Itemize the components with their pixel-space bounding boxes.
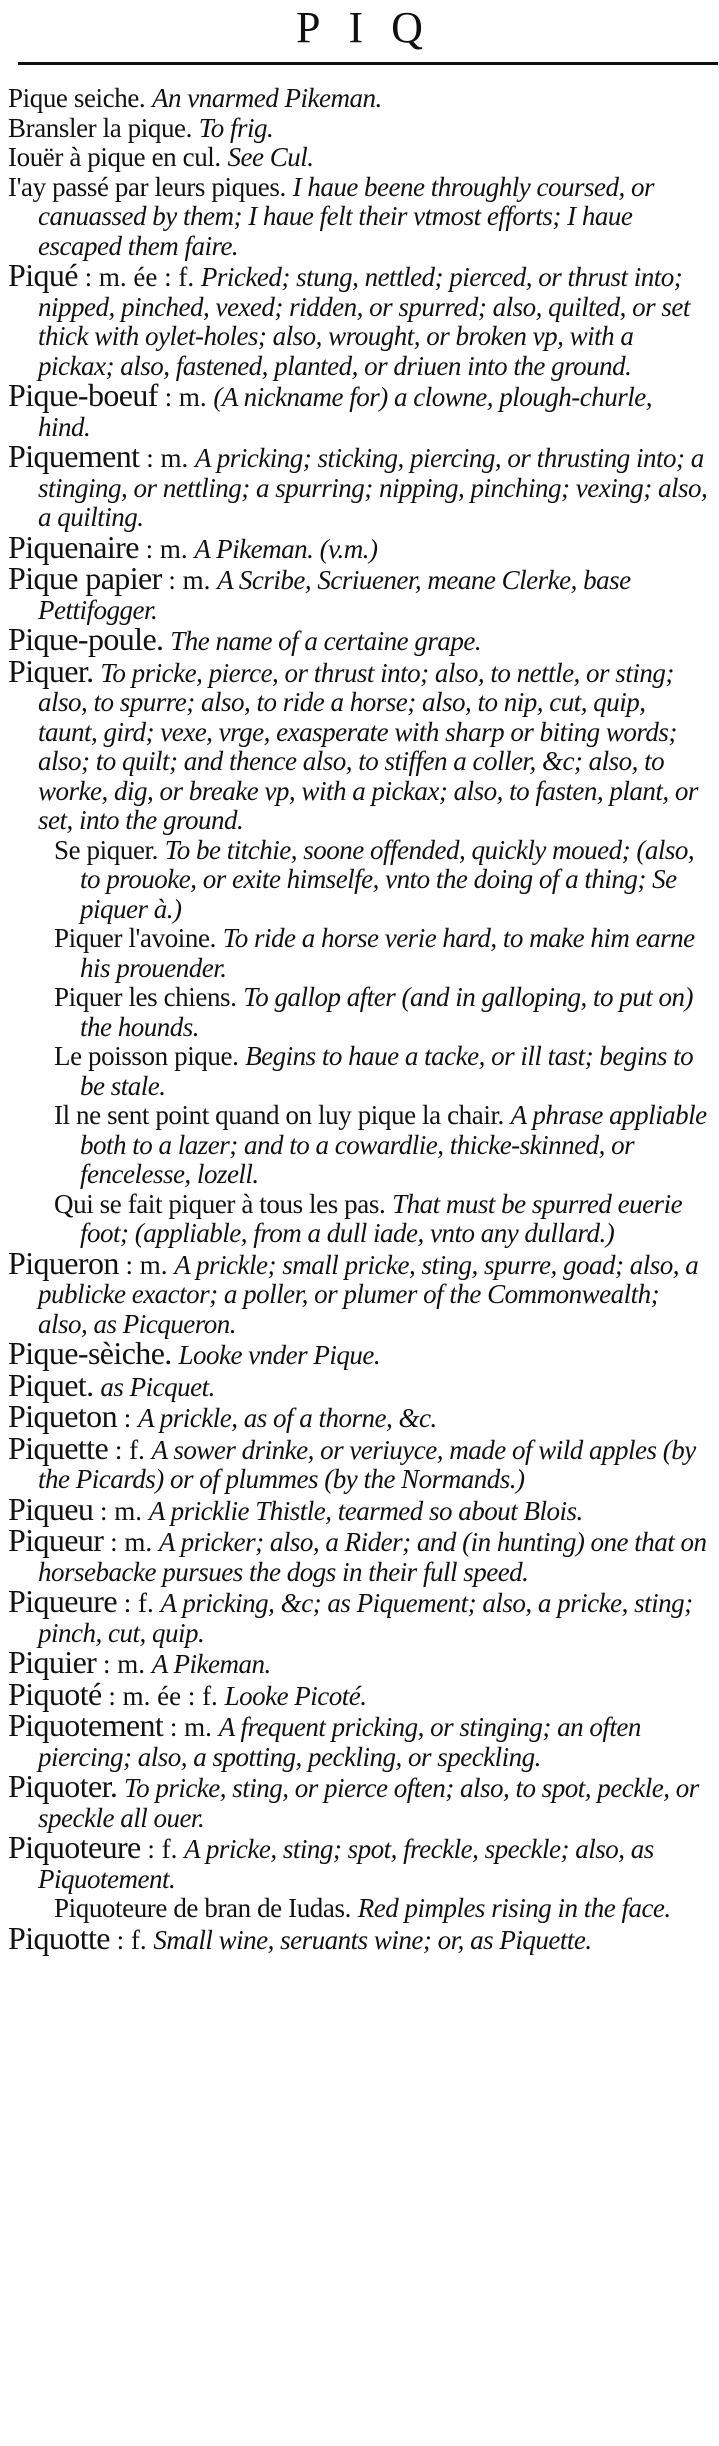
entry-headword: Bransler la pique. <box>8 112 192 143</box>
entry-headword: Iouër à pique en cul. <box>8 142 221 172</box>
entry-definition: A frequent pricking, or stinging; an often piercing; also, a spotting, peckling, or speckling. <box>38 1712 641 1772</box>
entry-definition: A prickle; small pricke, sting, spurre, goad; also, a publicke exactor; a poller, or plumer of the Commonwealth; also, as Picqueron. <box>38 1249 699 1339</box>
entry-definition: To pricke, pierce, or thrust into; also, to nettle, or sting; also, to spurre; also, to ride a horse; also, to nip, cut, quip, taunt, gird; vexe, vrge, exasperate with sharp or biting words; also; to quilt; and thence also, to stiffen a coller, &c; also, to worke, dig, or breake vp, with a pickax; also, to fasten, plant, or set, into the ground. <box>38 657 698 835</box>
entry-grammar: : f. <box>114 1434 145 1465</box>
entry-headword: Piquoté <box>8 1675 102 1712</box>
entry-headword: Pique-poule. <box>8 621 164 657</box>
entry-grammar: : m. <box>103 1649 146 1679</box>
entry-headword: Pique seiche. <box>8 83 146 113</box>
entry-headword: Piquoteure de bran de Iudas. <box>54 1893 351 1923</box>
entry-definition: Begins to haue a tacke, or ill tast; begins to be stale. <box>80 1041 694 1101</box>
entry-headword: Piqueton <box>8 1398 117 1434</box>
entry-definition: That must be spurred euerie foot; (appliable, from a dull iade, vnto any dullard.) <box>80 1188 683 1248</box>
entry-headword: Piquer l'avoine. <box>54 923 216 953</box>
entry-headword: Pique-boeuf <box>8 377 158 413</box>
entry-definition: A prickle, as of a thorne, &c. <box>138 1403 437 1433</box>
dictionary-entry <box>0 1244 710 1340</box>
entry-definition: as Picquet. <box>100 1371 215 1402</box>
dictionary-entry <box>0 924 714 983</box>
dictionary-entry <box>0 377 710 442</box>
dictionary-entry <box>0 1190 714 1249</box>
dictionary-entry <box>0 257 710 381</box>
entry-headword: Qui se fait piquer à tous les pas. <box>54 1188 386 1219</box>
entry-grammar: : f. <box>116 1924 147 1955</box>
dictionary-entry <box>0 560 710 625</box>
entry-grammar: : m. <box>100 1495 143 1526</box>
entry-grammar: : m. <box>145 533 188 564</box>
dictionary-entry <box>0 983 714 1042</box>
entry-definition: To gallop after (and in galloping, to put on) the hounds. <box>80 982 694 1042</box>
entry-definition: A pricke, sting; spot, freckle, speckle; also, as Piquotement. <box>38 1834 654 1894</box>
dictionary-entry <box>0 1583 710 1648</box>
entry-grammar: : f. <box>123 1588 154 1618</box>
entry-definition: A pricking; sticking, piercing, or thrusting into; a stinging, or nettling; a spurring; nipping, pinching; vexing; also, a quilting. <box>38 443 708 532</box>
dictionary-entry <box>0 1707 710 1772</box>
entry-headword: Piquier <box>8 1644 97 1680</box>
entry-grammar: : m. <box>168 565 211 595</box>
dictionary-entry <box>0 1829 710 1894</box>
entry-grammar: : f. <box>147 1834 178 1864</box>
entry-headword: Piquenaire <box>8 528 139 565</box>
entry-headword: Piqué <box>8 257 78 293</box>
dictionary-entry <box>0 1490 710 1527</box>
entries-column <box>0 84 719 2444</box>
entry-headword: Piqueur <box>8 1522 104 1558</box>
dictionary-entry <box>0 143 710 173</box>
dictionary-entry <box>0 1101 714 1190</box>
entry-definition: A Pikeman. (v.m.) <box>194 533 378 564</box>
entry-definition: A phrase appliable both to a lazer; and to a cowardlie, thicke-skinned, or fencelesse, lozell. <box>80 1100 707 1189</box>
entry-definition: To ride a horse verie hard, to make him earne his prouender. <box>80 923 695 983</box>
entry-definition: I haue beene throughly coursed, or canuassed by them; I haue felt their vtmost efforts; I haue escaped them faire. <box>38 171 654 261</box>
dictionary-entry <box>0 1919 710 1956</box>
entry-definition: Pricked; stung, nettled; pierced, or thrust into; nipped, pinched, vexed; ridden, or spurred; also, quilted, or set thick with oylet-holes; also, wrought, or broken vp, with a pickax; also, fastened, planted, or driuen into the ground. <box>38 262 690 381</box>
dictionary-entry <box>0 1644 710 1680</box>
entry-headword: Pique papier <box>8 560 162 596</box>
entry-definition: A pricking, &c; as Piquement; also, a pricke, sting; pinch, cut, quip. <box>38 1588 693 1648</box>
entry-definition: Small wine, seruants wine; or, as Piquette. <box>153 1924 592 1955</box>
dictionary-entry <box>0 1335 710 1371</box>
dictionary-entry <box>0 84 710 114</box>
entry-grammar: : m. ée : f. <box>84 262 195 292</box>
dictionary-entry <box>0 621 710 657</box>
dictionary-entry <box>0 114 710 144</box>
entry-definition: To pricke, sting, or pierce often; also, to spot, peckle, or speckle all ouer. <box>38 1773 699 1833</box>
entry-definition: A pricker; also, a Rider; and (in hunting) one that on horsebacke pursues the dogs in their full speed. <box>38 1527 707 1587</box>
entry-headword: Piquoteure <box>8 1829 141 1865</box>
entry-definition: A Pikeman. <box>151 1649 271 1679</box>
entry-headword: Piqueure <box>8 1583 117 1619</box>
header-rule <box>18 62 718 65</box>
dictionary-entry <box>0 836 714 925</box>
entry-grammar: : m. <box>110 1527 153 1557</box>
entry-headword: Piquet. <box>8 1366 94 1403</box>
entry-definition: Looke Picoté. <box>224 1680 367 1711</box>
entry-headword: Piqueron <box>8 1244 119 1281</box>
entry-grammar: : m. <box>125 1249 168 1280</box>
page-header-title: PIQ <box>296 3 451 52</box>
dictionary-entry <box>0 1522 710 1587</box>
entry-headword: Piquer les chiens. <box>54 982 237 1012</box>
entry-grammar: : m. <box>169 1712 212 1742</box>
entry-grammar: : m. <box>146 443 189 473</box>
entry-definition: To frig. <box>198 112 274 143</box>
entry-grammar: : <box>123 1403 132 1433</box>
entry-definition: A pricklie Thistle, tearmed so about Blois. <box>148 1495 583 1526</box>
entry-definition: The name of a certaine grape. <box>170 626 482 656</box>
entry-headword: Se piquer. <box>54 834 158 865</box>
entry-headword: Piquer. <box>8 652 94 689</box>
entry-headword: Piquotte <box>8 1919 110 1956</box>
entry-headword: Pique-sèiche. <box>8 1335 172 1371</box>
entry-headword: Piquoter. <box>8 1768 118 1804</box>
entry-grammar: : m. <box>164 382 207 412</box>
entry-headword: Piquement <box>8 438 140 474</box>
dictionary-entry <box>0 173 710 262</box>
entry-definition: See Cul. <box>227 142 314 172</box>
entry-headword: Il ne sent point quand on luy pique la chair. <box>54 1100 504 1130</box>
dictionary-entry <box>0 652 710 836</box>
entry-headword: Le poisson pique. <box>54 1041 239 1071</box>
entry-definition: An vnarmed Pikeman. <box>152 83 382 113</box>
entry-definition: Red pimples rising in the face. <box>357 1893 671 1923</box>
dictionary-entry <box>0 1429 710 1495</box>
entry-headword: Piqueu <box>8 1490 94 1527</box>
dictionary-entry <box>0 1042 714 1101</box>
entry-definition: To be titchie, soone offended, quickly moued; (also, to prouoke, or exite himselfe, vnto the doing of a thing; Se piquer à.) <box>80 834 695 924</box>
entry-definition: (A nickname for) a clowne, plough-churle, hind. <box>38 382 652 442</box>
entry-headword: I'ay passé par leurs piques. <box>8 171 286 202</box>
dictionary-entry <box>0 438 710 533</box>
entry-headword: Piquette <box>8 1429 109 1466</box>
entry-definition: A sower drinke, or veriuyce, made of wild apples (by the Picards) or of plummes (by the Normands.) <box>38 1434 696 1494</box>
entry-definition: A Scribe, Scriuener, meane Clerke, base Pettifogger. <box>38 565 631 625</box>
entry-headword: Piquotement <box>8 1707 164 1743</box>
entry-grammar: : m. ée : f. <box>108 1680 218 1711</box>
dictionary-entry <box>0 1768 710 1833</box>
entry-definition: Looke vnder Pique. <box>178 1340 381 1370</box>
